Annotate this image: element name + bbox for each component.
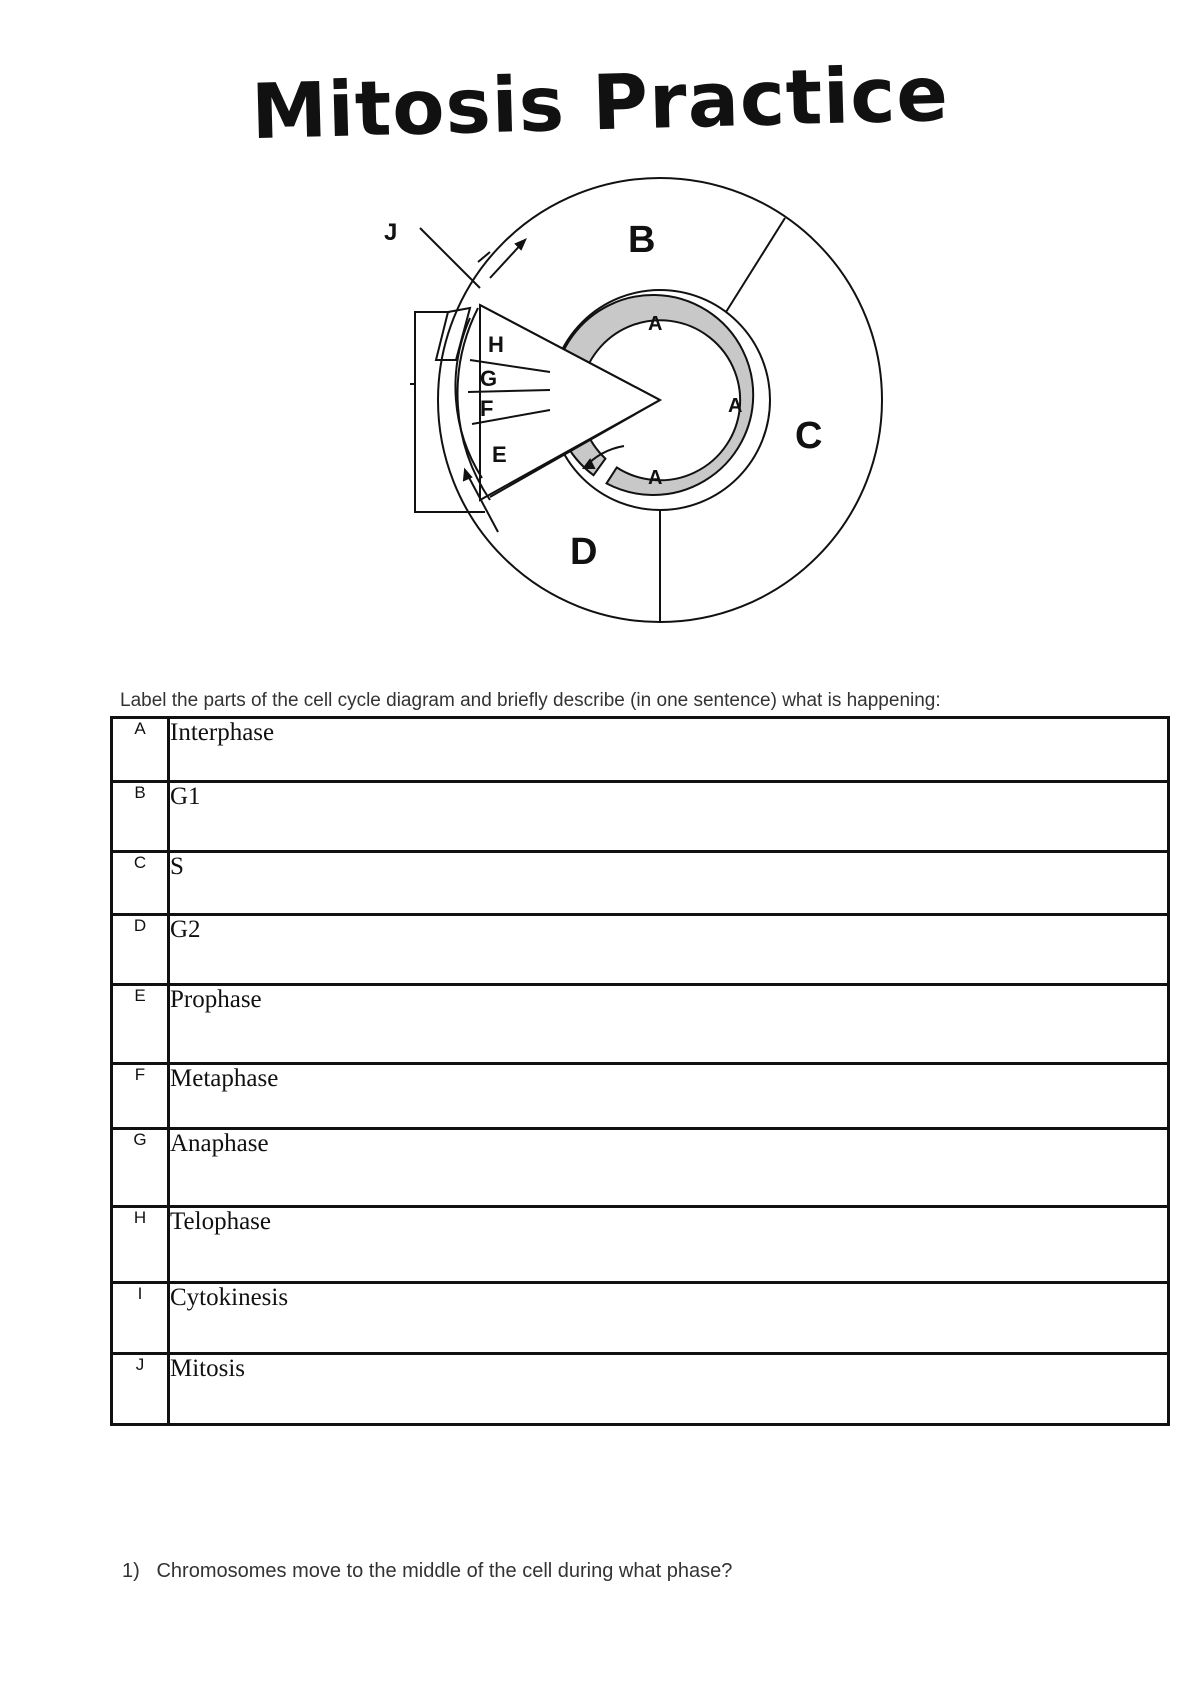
answer-field[interactable]: Metaphase (169, 1064, 1169, 1129)
table-row (112, 1064, 1169, 1129)
label-f: F (480, 396, 494, 421)
answer-field[interactable]: Telophase (169, 1207, 1169, 1283)
label-d: D (570, 531, 598, 573)
answer-field[interactable]: Interphase (169, 718, 1169, 782)
label-a-bottom: A (648, 467, 663, 489)
answer-field[interactable]: Anaphase (169, 1129, 1169, 1207)
row-letter: J (112, 1354, 169, 1425)
label-a-top: A (648, 313, 663, 335)
mitosis-wedge (480, 305, 663, 500)
label-b: B (628, 219, 656, 261)
question-text: Chromosomes move to the middle of the cell during what phase? (156, 1560, 733, 1582)
row-letter: C (112, 852, 169, 915)
label-a-right: A (728, 395, 743, 417)
answer-field[interactable]: Mitosis (169, 1354, 1169, 1425)
label-j: J (384, 219, 398, 246)
answer-field[interactable]: S (169, 852, 1169, 915)
row-letter: I (112, 1283, 169, 1354)
instructions: Label the parts of the cell cycle diagram and briefly describe (in one sentence) what is happening: (120, 690, 941, 711)
table-row (112, 985, 1169, 1064)
arrow-lower-head (464, 470, 471, 480)
question-number: 1) (122, 1560, 140, 1582)
row-letter: E (112, 985, 169, 1064)
cell-cycle-diagram (360, 170, 890, 630)
j-pointer (420, 228, 480, 288)
answer-field[interactable]: G2 (169, 915, 1169, 985)
table-row (112, 718, 1169, 782)
label-h: H (488, 332, 504, 357)
table-row (112, 852, 1169, 915)
row-letter: B (112, 782, 169, 852)
label-g: G (480, 366, 498, 391)
page-title: Mitosis Practice (250, 48, 950, 157)
question-1 (122, 1560, 732, 1583)
bracket (415, 312, 485, 512)
mitosis-sub-arc (455, 318, 482, 478)
answer-table (110, 716, 1170, 1426)
row-letter: A (112, 718, 169, 782)
label-c: C (795, 415, 823, 457)
row-letter: H (112, 1207, 169, 1283)
cytokinesis-band (436, 308, 470, 360)
answer-field[interactable]: G1 (169, 782, 1169, 852)
row-letter: F (112, 1064, 169, 1129)
table-row (112, 1207, 1169, 1283)
table-row (112, 1129, 1169, 1207)
row-letter: G (112, 1129, 169, 1207)
table-row (112, 782, 1169, 852)
answer-field[interactable]: Cytokinesis (169, 1283, 1169, 1354)
row-letter: D (112, 915, 169, 985)
label-e: E (492, 442, 507, 467)
answer-field[interactable]: Prophase (169, 985, 1169, 1064)
table-row (112, 1354, 1169, 1425)
table-row (112, 915, 1169, 985)
table-row (112, 1283, 1169, 1354)
divider-b-c (726, 218, 785, 312)
